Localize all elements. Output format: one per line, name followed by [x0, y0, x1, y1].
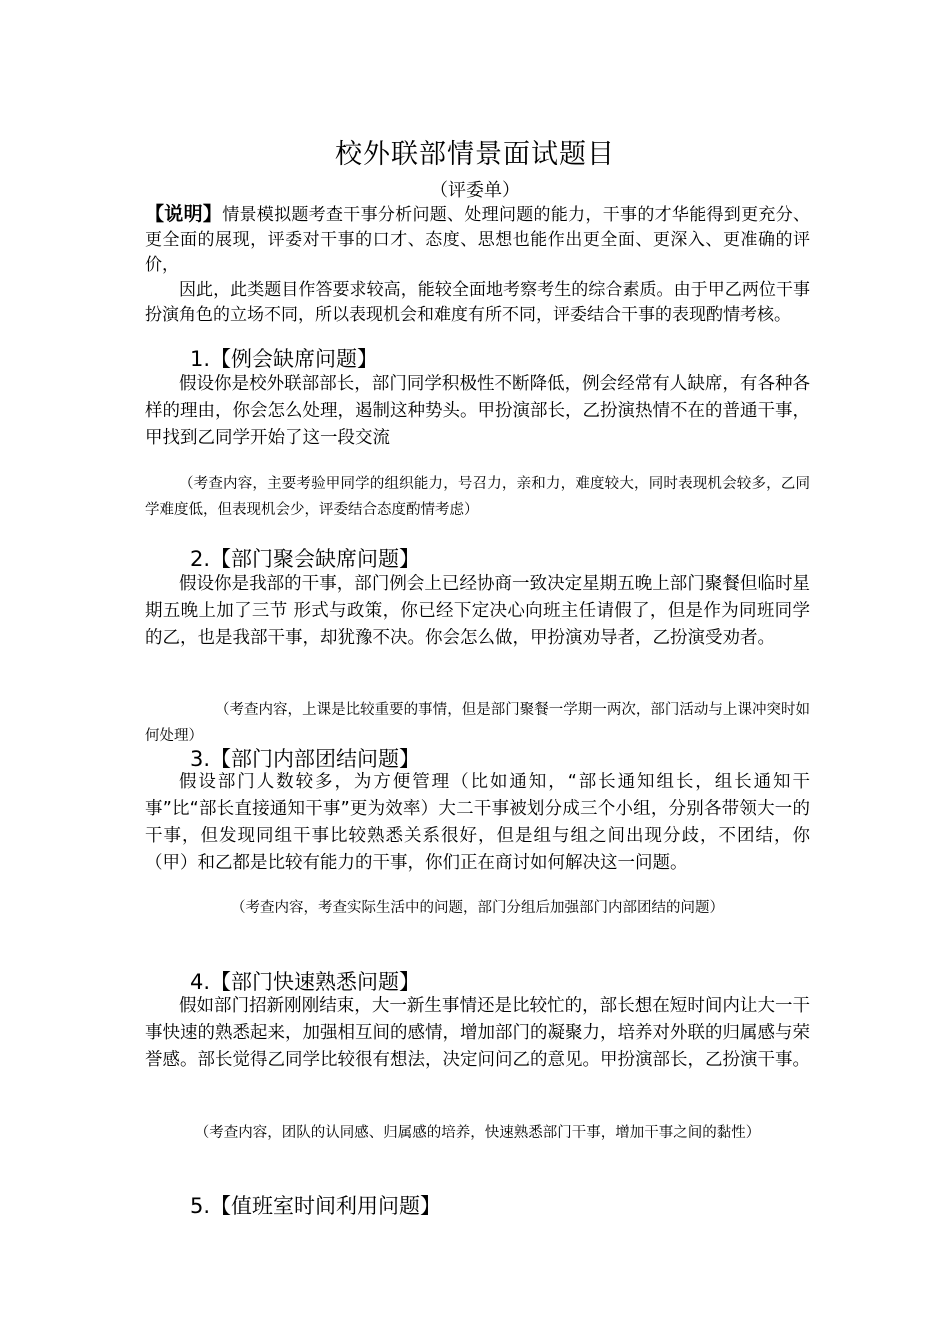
question-2-note: （考查内容，上课是比较重要的事情，但是部门聚餐一学期一两次，部门活动与上课冲突时如何处理） [145, 702, 810, 744]
intro-paragraph-1 [145, 202, 810, 278]
question-1-heading: 1.【例会缺席问题】 [190, 347, 379, 371]
question-2-heading: 2.【部门聚会缺席问题】 [190, 547, 421, 571]
question-1-body: 假设你是校外联部部长，部门同学积极性不断降低，例会经常有人缺席，有各种各样的理由，你会怎么处理，遏制这种势头。甲扮演部长，乙扮演热情不在的普通干事，甲找到乙同学开始了这一段交流 [145, 374, 810, 448]
intro-text-1: 情景模拟题考查干事分析问题、处理问题的能力，干事的才华能得到更充分、更全面的展现，评委对干事的口才、态度、思想也能作出更全面、更深入、更准确的评价， [145, 205, 810, 275]
question-4-heading: 4.【部门快速熟悉问题】 [190, 970, 421, 994]
question-5-heading: 5.【值班室时间利用问题】 [190, 1194, 442, 1218]
question-3-note: （考查内容，考查实际生活中的问题，部门分组后加强部门内部团结的问题） [231, 900, 724, 916]
question-4-body: 假如部门招新刚刚结束，大一新生事情还是比较忙的，部长想在短时间内让大一干事快速的熟悉起来，加强相互间的感情，增加部门的凝聚力，培养对外联的归属感与荣誉感。部长觉得乙同学比较很有想法，决定问问乙的意见。甲扮演部长，乙扮演干事。 [145, 996, 810, 1070]
document-title: 校外联部情景面试题目 [335, 139, 615, 170]
question-4-note: （考查内容，团队的认同感、归属感的培养，快速熟悉部门干事，增加干事之间的黏性） [194, 1125, 761, 1141]
intro-section [145, 202, 810, 328]
intro-paragraph-2: 因此，此类题目作答要求较高，能较全面地考察考生的综合素质。由于甲乙两位干事扮演角色的立场不同，所以表现机会和难度有所不同，评委结合干事的表现酌情考核。 [145, 280, 810, 325]
question-1-note: （考查内容，主要考验甲同学的组织能力，号召力，亲和力，难度较大，同时表现机会较多，乙同学难度低，但表现机会少，评委结合态度酌情考虑） [145, 476, 810, 518]
question-3-body: 假设部门人数较多，为方便管理（比如通知，“部长通知组长，组长通知干事”比“部长直接通知干事”更为效率）大二干事被划分成三个小组，分别各带领大一的干事，但发现同组干事比较熟悉关系很好，但是组与组之间出现分歧，不团结，你（甲）和乙都是比较有能力的干事，你们正在商讨如何解决这一问题。 [145, 772, 810, 873]
document-subtitle: （评委单） [430, 180, 520, 201]
question-2-body: 假设你是我部的干事，部门例会上已经协商一致决定星期五晚上部门聚餐但临时星期五晚上加了三节 形式与政策，你已经下定决心向班主任请假了，但是作为同班同学的乙，也是我部干事，却犹豫不决。你会怎么做，甲扮演劝导者，乙扮演受劝者。 [145, 574, 810, 648]
question-3-heading: 3.【部门内部团结问题】 [190, 747, 421, 771]
intro-tag: 【说明】 [145, 203, 223, 225]
